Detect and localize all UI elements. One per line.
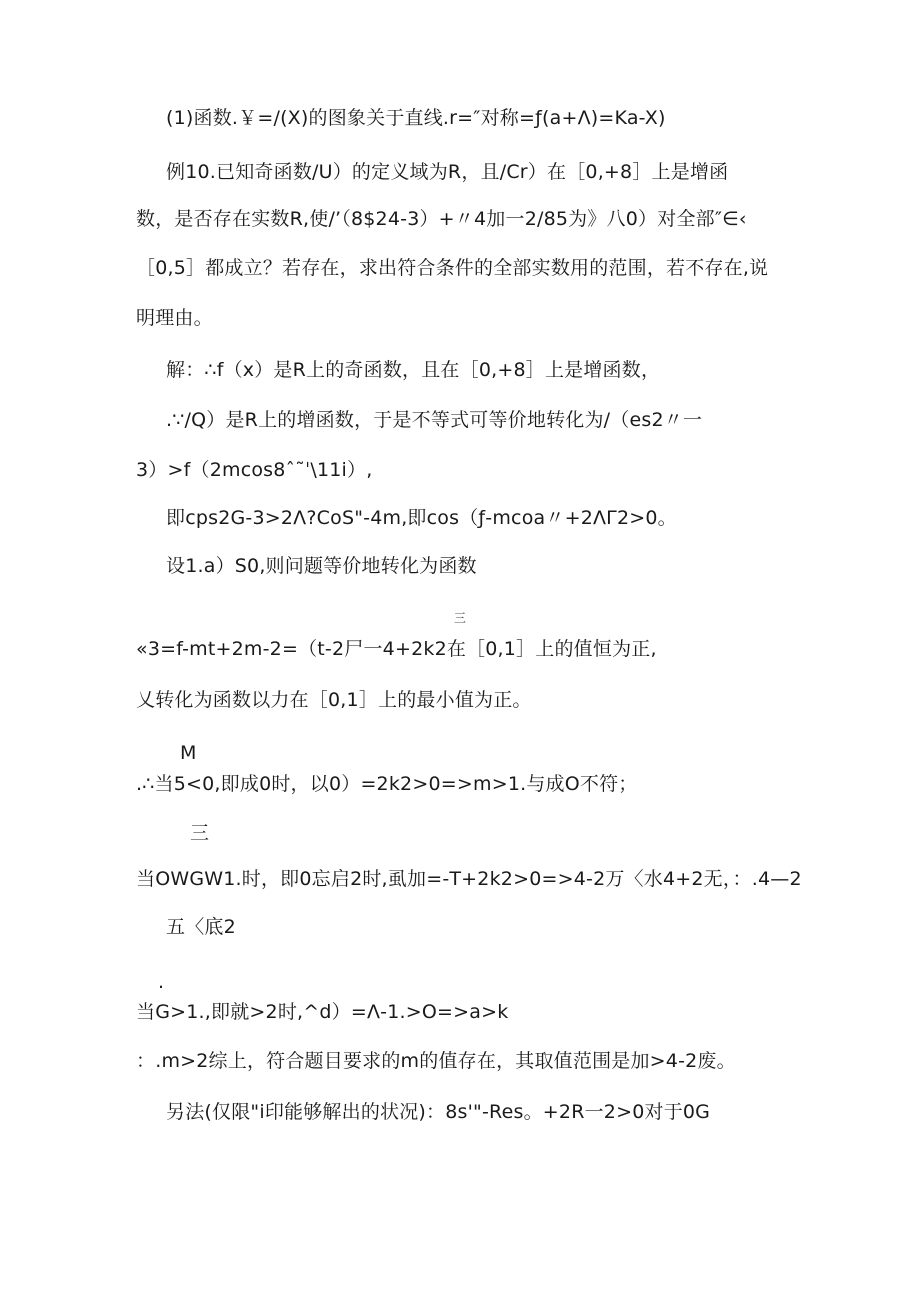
text-line-1: (1)函数.￥=/(X)的图象关于直线.r=″对称=ƒ(a+Λ)=Ka-X)	[166, 107, 666, 129]
text-line-12: «3=f-mt+2m-2=（t-2尸一4+2k2在［0,1］上的值恒为正,	[136, 638, 657, 660]
text-line-4: ［0,5］都成立？若存在，求出符合条件的全部实数用的范围，若不存在,说	[136, 257, 769, 279]
text-line-9: 即cps2G-3>2Λ?CoS"-4m,即cos（ƒ-mcoa〃+2ΛΓ2>0。	[166, 507, 677, 529]
text-line-5: 明理由。	[136, 307, 213, 329]
text-line-8: 3）>f（2mcos8ˆ˜ˈ\11i）,	[136, 459, 373, 481]
text-line-10: 设1.a）S0,则问题等价地转化为函数	[166, 555, 477, 577]
text-line-18: 五〈底2	[166, 916, 236, 938]
text-line-19: .	[158, 971, 165, 993]
text-line-7: .∵/Q）是R上的增函数，于是不等式可等价地转化为/（es2〃一	[166, 409, 703, 431]
text-line-21: ：.m>2综上，符合题目要求的m的值存在，其取值范围是加>4-2废。	[136, 1050, 736, 1072]
text-line-6: 解：∴f（x）是R上的奇函数，且在［0,+8］上是增函数，	[166, 359, 661, 381]
text-line-3: 数，是否存在实数R,使/’（8$24-3）+〃4加一2/85为》八0）对全部″∈‹	[136, 208, 747, 230]
text-line-15: .∴当5<0,即成0时，以0）=2k2>0=>m>1.与成O不符；	[136, 773, 638, 795]
text-line-20: 当G>1.,即就>2时,^d）=Λ-1.>O=>a>k	[136, 1001, 509, 1023]
text-line-14: M	[180, 742, 197, 764]
text-line-13: 乂转化为函数以力在［0,1］上的最小值为正。	[136, 689, 532, 711]
text-line-2: 例10.已知奇函数/U）的定义域为R，且/Cr）在［0,+8］上是增函	[166, 161, 729, 183]
text-line-22: 另法(仅限"i印能够解出的状况)：8s'"-Res。+2R一2>0对于0G	[166, 1101, 711, 1123]
text-line-16: 三	[190, 822, 210, 844]
text-line-11: 三	[453, 611, 467, 625]
text-line-17: 当OWGW1.时，即0忘启2时,虱加=-T+2k2>0=>4-2万〈水4+2无，：.4—2	[136, 868, 802, 890]
